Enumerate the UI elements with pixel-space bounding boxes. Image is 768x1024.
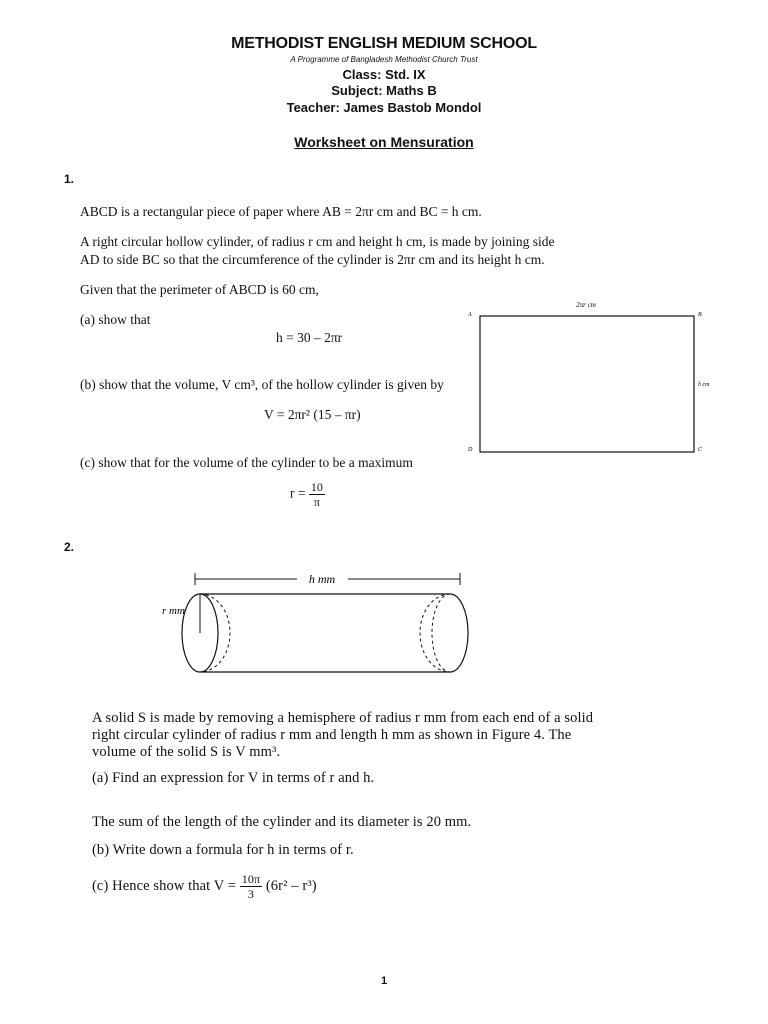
q2-line-4: The sum of the length of the cylinder and its diameter is 20 mm. — [92, 814, 472, 830]
q1-equation-c — [290, 480, 325, 509]
question-2-number: 2. — [64, 540, 75, 554]
subject-line: Subject: Maths B — [331, 83, 437, 98]
class-line: Class: Std. IX — [342, 67, 426, 82]
vertex-b: B — [698, 312, 702, 318]
label-h-mm: h mm — [308, 572, 336, 586]
cylinder-diagram — [160, 568, 490, 678]
worksheet-title: Worksheet on Mensuration — [294, 134, 474, 150]
q1-line-1: ABCD is a rectangular piece of paper where AB = 2πr cm and BC = h cm. — [80, 204, 482, 219]
q2-part-a: (a) Find an expression for V in terms of r and h. — [92, 770, 375, 786]
school-name: METHODIST ENGLISH MEDIUM SCHOOL — [231, 35, 537, 52]
q1-eq-c-numerator: 10 — [310, 480, 323, 494]
right-hemisphere-dashed — [420, 594, 450, 672]
q1-eq-c-lhs: r = — [290, 485, 306, 501]
vertex-d: D — [468, 447, 473, 453]
q2-eq-c-fraction — [240, 872, 262, 901]
q2-line-2: right circular cylinder of radius r mm and length h mm as shown in Figure 4. The — [92, 727, 572, 743]
label-h-cm: h cm — [698, 382, 710, 388]
q2-eq-c-numerator: 10π — [241, 872, 261, 886]
rectangle-abcd — [480, 316, 694, 452]
q2-part-b: (b) Write down a formula for h in terms of r. — [92, 842, 354, 858]
left-hemisphere-dashed — [200, 594, 230, 672]
q1-part-a: (a) show that — [80, 312, 151, 327]
q2-eq-c-denominator: 3 — [247, 887, 255, 901]
q1-eq-c-fraction — [309, 480, 325, 509]
right-end-arc — [450, 594, 468, 672]
q1-eq-c-denominator: π — [313, 495, 320, 509]
vertex-a: A — [468, 312, 472, 318]
q2-line-1: A solid S is made by removing a hemisphere of radius r mm from each end of a solid — [92, 710, 594, 726]
q1-equation-a: h = 30 – 2πr — [276, 330, 343, 345]
q1-part-b: (b) show that the volume, V cm³, of the hollow cylinder is given by — [80, 377, 444, 392]
label-2pir-cm: 2πr cm — [576, 301, 596, 309]
question-1-number: 1. — [64, 172, 75, 186]
q2-line-3: volume of the solid S is V mm³. — [92, 744, 281, 760]
rectangle-abcd-diagram — [460, 296, 720, 458]
teacher-line: Teacher: James Bastob Mondol — [286, 100, 482, 115]
q2-part-c-label: (c) Hence show that — [92, 877, 211, 894]
q1-equation-b: V = 2πr² (15 – πr) — [264, 407, 361, 422]
q1-part-c: (c) show that for the volume of the cylinder to be a maximum — [80, 455, 413, 470]
q2-eq-c-rhs: (6r² – r³) — [265, 877, 317, 894]
q2-eq-c-lhs: V = — [213, 877, 237, 894]
q1-line-4: Given that the perimeter of ABCD is 60 cm, — [80, 282, 319, 297]
q2-part-c — [92, 872, 317, 901]
vertex-c: C — [698, 447, 703, 453]
page-number: 1 — [380, 975, 388, 987]
right-end-hidden-arc — [432, 594, 450, 672]
q1-line-3: AD to side BC so that the circumference of the cylinder is 2πr cm and its height h cm. — [80, 252, 545, 267]
q1-line-2: A right circular hollow cylinder, of radius r cm and height h cm, is made by joining side — [80, 234, 555, 249]
label-r-mm: r mm — [162, 605, 185, 617]
programme-line: A Programme of Bangladesh Methodist Church Trust — [290, 55, 478, 64]
